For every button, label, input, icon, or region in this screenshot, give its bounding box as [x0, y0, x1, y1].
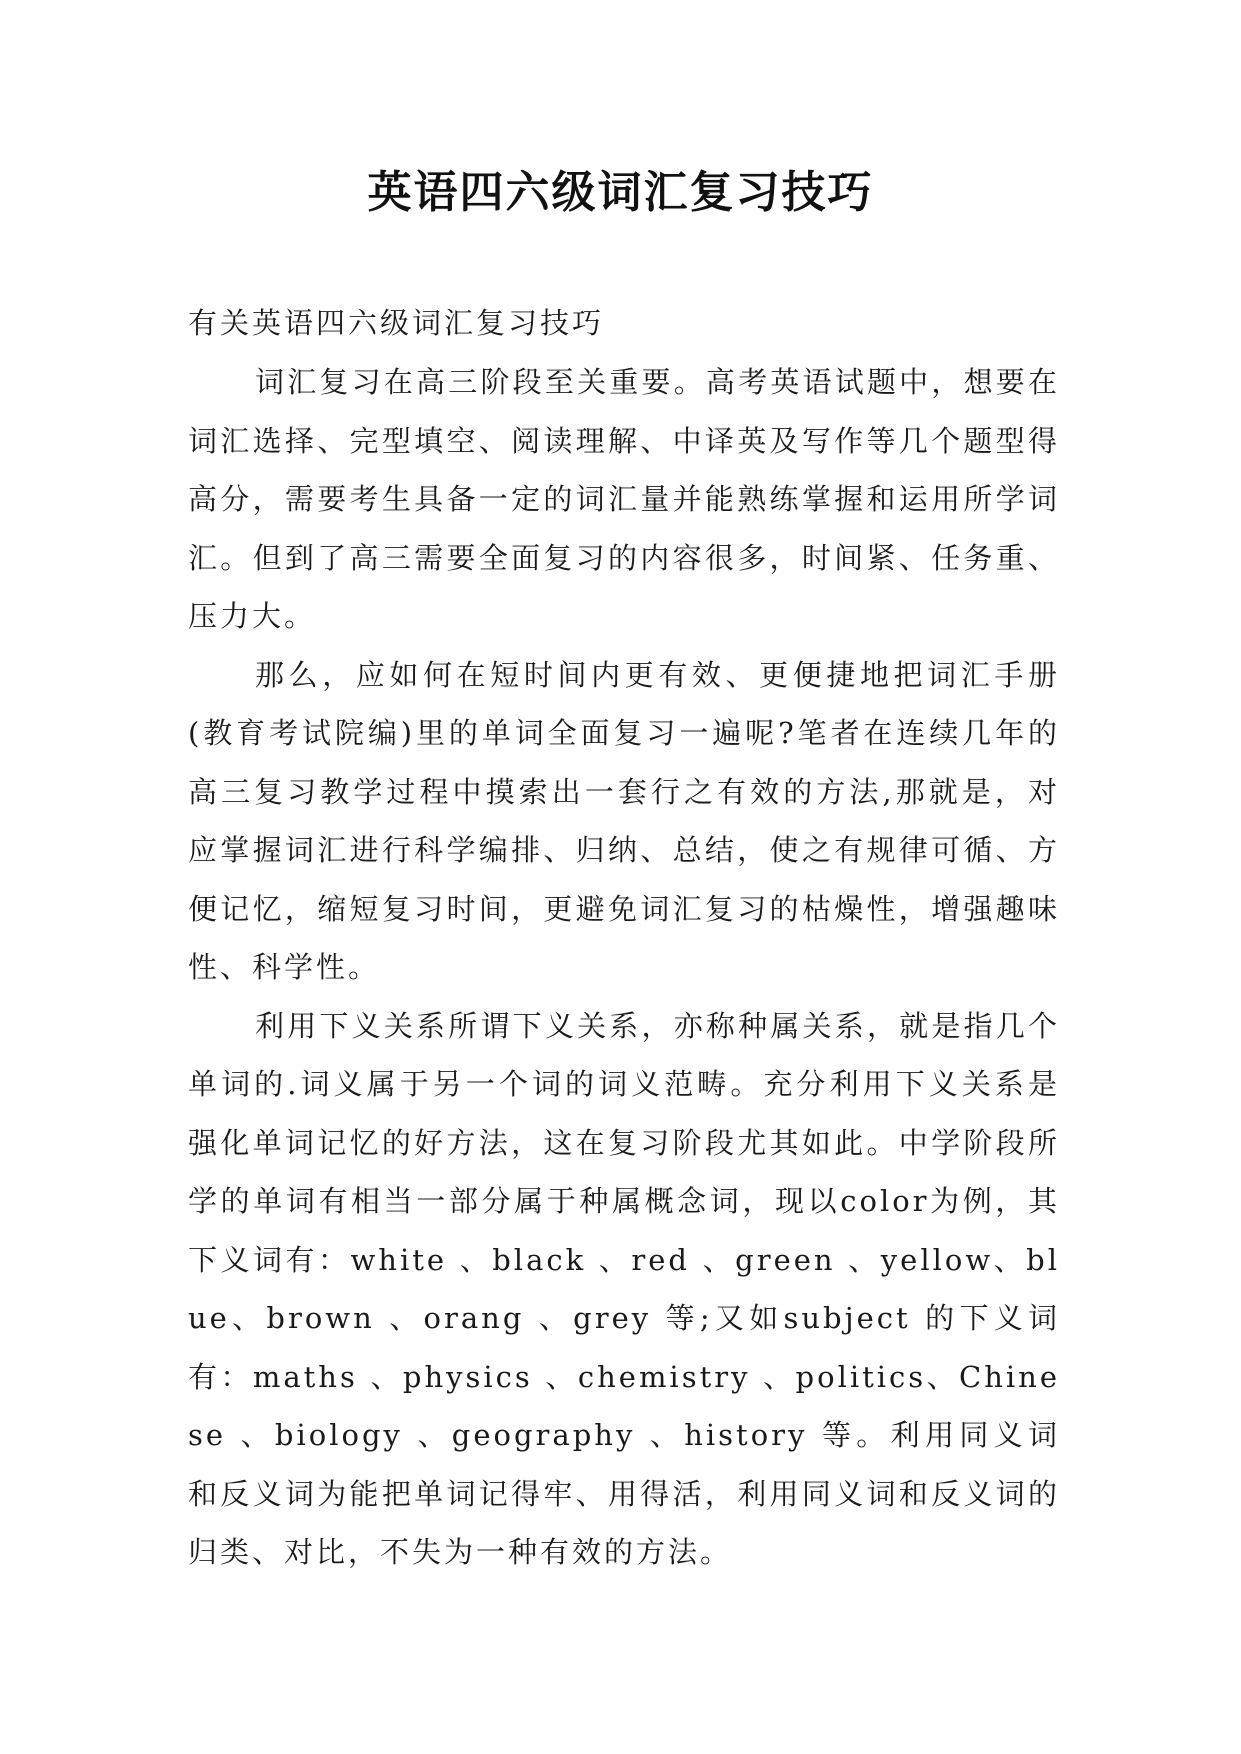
paragraph-2: 那么，应如何在短时间内更有效、更便捷地把词汇手册(教育考试院编)里的单词全面复习一遍呢?笔者在连续几年的高三复习教学过程中摸索出一套行之有效的方法,那就是，对应掌握词汇进行科学编排、归纳、总结，使之有规律可循、方便记忆，缩短复习时间，更避免词汇复习的枯燥性，增强趣味性、科学性。 — [188, 657, 1060, 984]
document-title: 英语四六级词汇复习技巧 — [367, 167, 874, 218]
document-body — [188, 294, 1060, 1582]
paragraph-1: 词汇复习在高三阶段至关重要。高考英语试题中，想要在词汇选择、完型填空、阅读理解、中译英及写作等几个题型得高分，需要考生具备一定的词汇量并能熟练掌握和运用所学词汇。但到了高三需要全面复习的内容很多，时间紧、任务重、压力大。 — [188, 365, 1060, 633]
document-subtitle: 有关英语四六级词汇复习技巧 — [188, 306, 605, 340]
paragraph-3: 利用下义关系所谓下义关系，亦称种属关系，就是指几个单词的.词义属于另一个词的词义范畴。充分利用下义关系是强化单词记忆的好方法，这在复习阶段尤其如此。中学阶段所学的单词有相当一部分属于种属概念词，现以color为例，其下义词有：white 、black 、red 、green 、yellow、blue、brown 、orang 、grey 等;又如subject 的下义词有：maths 、physics 、chemistry 、politics、Chinese 、biology 、geography 、history 等。利用同义词和反义词为能把单词记得牢、用得活，利用同义词和反义词的归类、对比，不失为一种有效的方法。 — [188, 1008, 1060, 1569]
